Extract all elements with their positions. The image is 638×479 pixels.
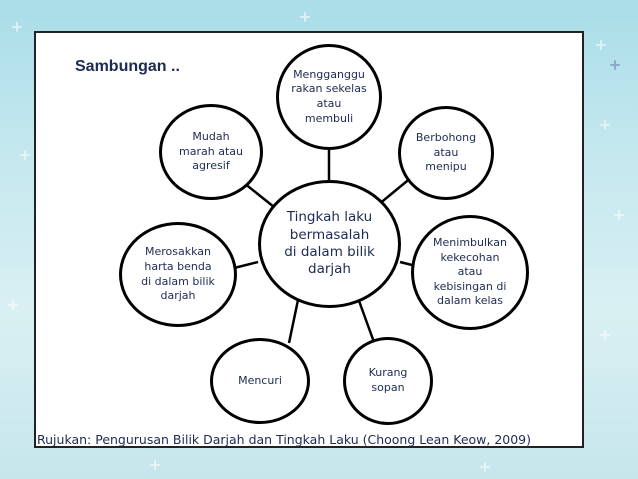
node-line: atau <box>433 145 459 159</box>
node-line: agresif <box>192 159 230 173</box>
node-line: dalam kelas <box>436 294 503 308</box>
node-line: Mengganggu <box>293 67 365 81</box>
node-line: sopan <box>371 381 405 394</box>
node-line: membuli <box>304 111 354 125</box>
center-node-line: bermasalah <box>289 226 370 243</box>
node-mencuri <box>210 338 310 424</box>
node-line: kebisingan di <box>433 279 507 293</box>
node-line: marah atau <box>179 144 243 158</box>
node-line: darjah <box>160 289 196 303</box>
node-mengganggu <box>276 44 382 150</box>
connector-line-bottom-right <box>358 298 375 345</box>
reference-caption: Rujukan: Pengurusan Bilik Darjah dan Tingkah Laku (Choong Lean Keow, 2009) <box>37 432 532 447</box>
node-line: di dalam bilik <box>141 274 215 288</box>
node-merosakkan <box>119 222 237 327</box>
connector-line-bottom-left <box>289 300 298 343</box>
node-line: rakan sekelas <box>291 82 367 96</box>
node-line: atau <box>316 97 342 110</box>
node-line: Berbohong <box>415 131 477 145</box>
node-line: Menimbulkan <box>433 236 507 250</box>
center-node-line: di dalam bilik <box>284 244 375 260</box>
node-line: Mudah <box>192 130 230 144</box>
node-line: Merosakkan <box>144 245 211 259</box>
node-line: Kurang <box>368 366 408 380</box>
node-mudah-marah <box>159 104 263 200</box>
center-node-line: darjah <box>308 261 351 278</box>
node-line: Mencuri <box>238 373 282 387</box>
center-node <box>258 180 401 308</box>
node-line: menipu <box>425 160 467 174</box>
node-line: kekecohan <box>440 250 500 264</box>
node-line: atau <box>457 265 483 279</box>
node-kurang-sopan <box>343 337 433 425</box>
node-menimbulkan <box>411 215 529 330</box>
node-berbohong <box>398 106 494 200</box>
center-node-line: Tingkah laku <box>286 209 373 226</box>
slide-title: Sambungan .. <box>75 58 180 75</box>
node-line: harta benda <box>144 259 212 273</box>
connector-line-left <box>234 262 258 268</box>
